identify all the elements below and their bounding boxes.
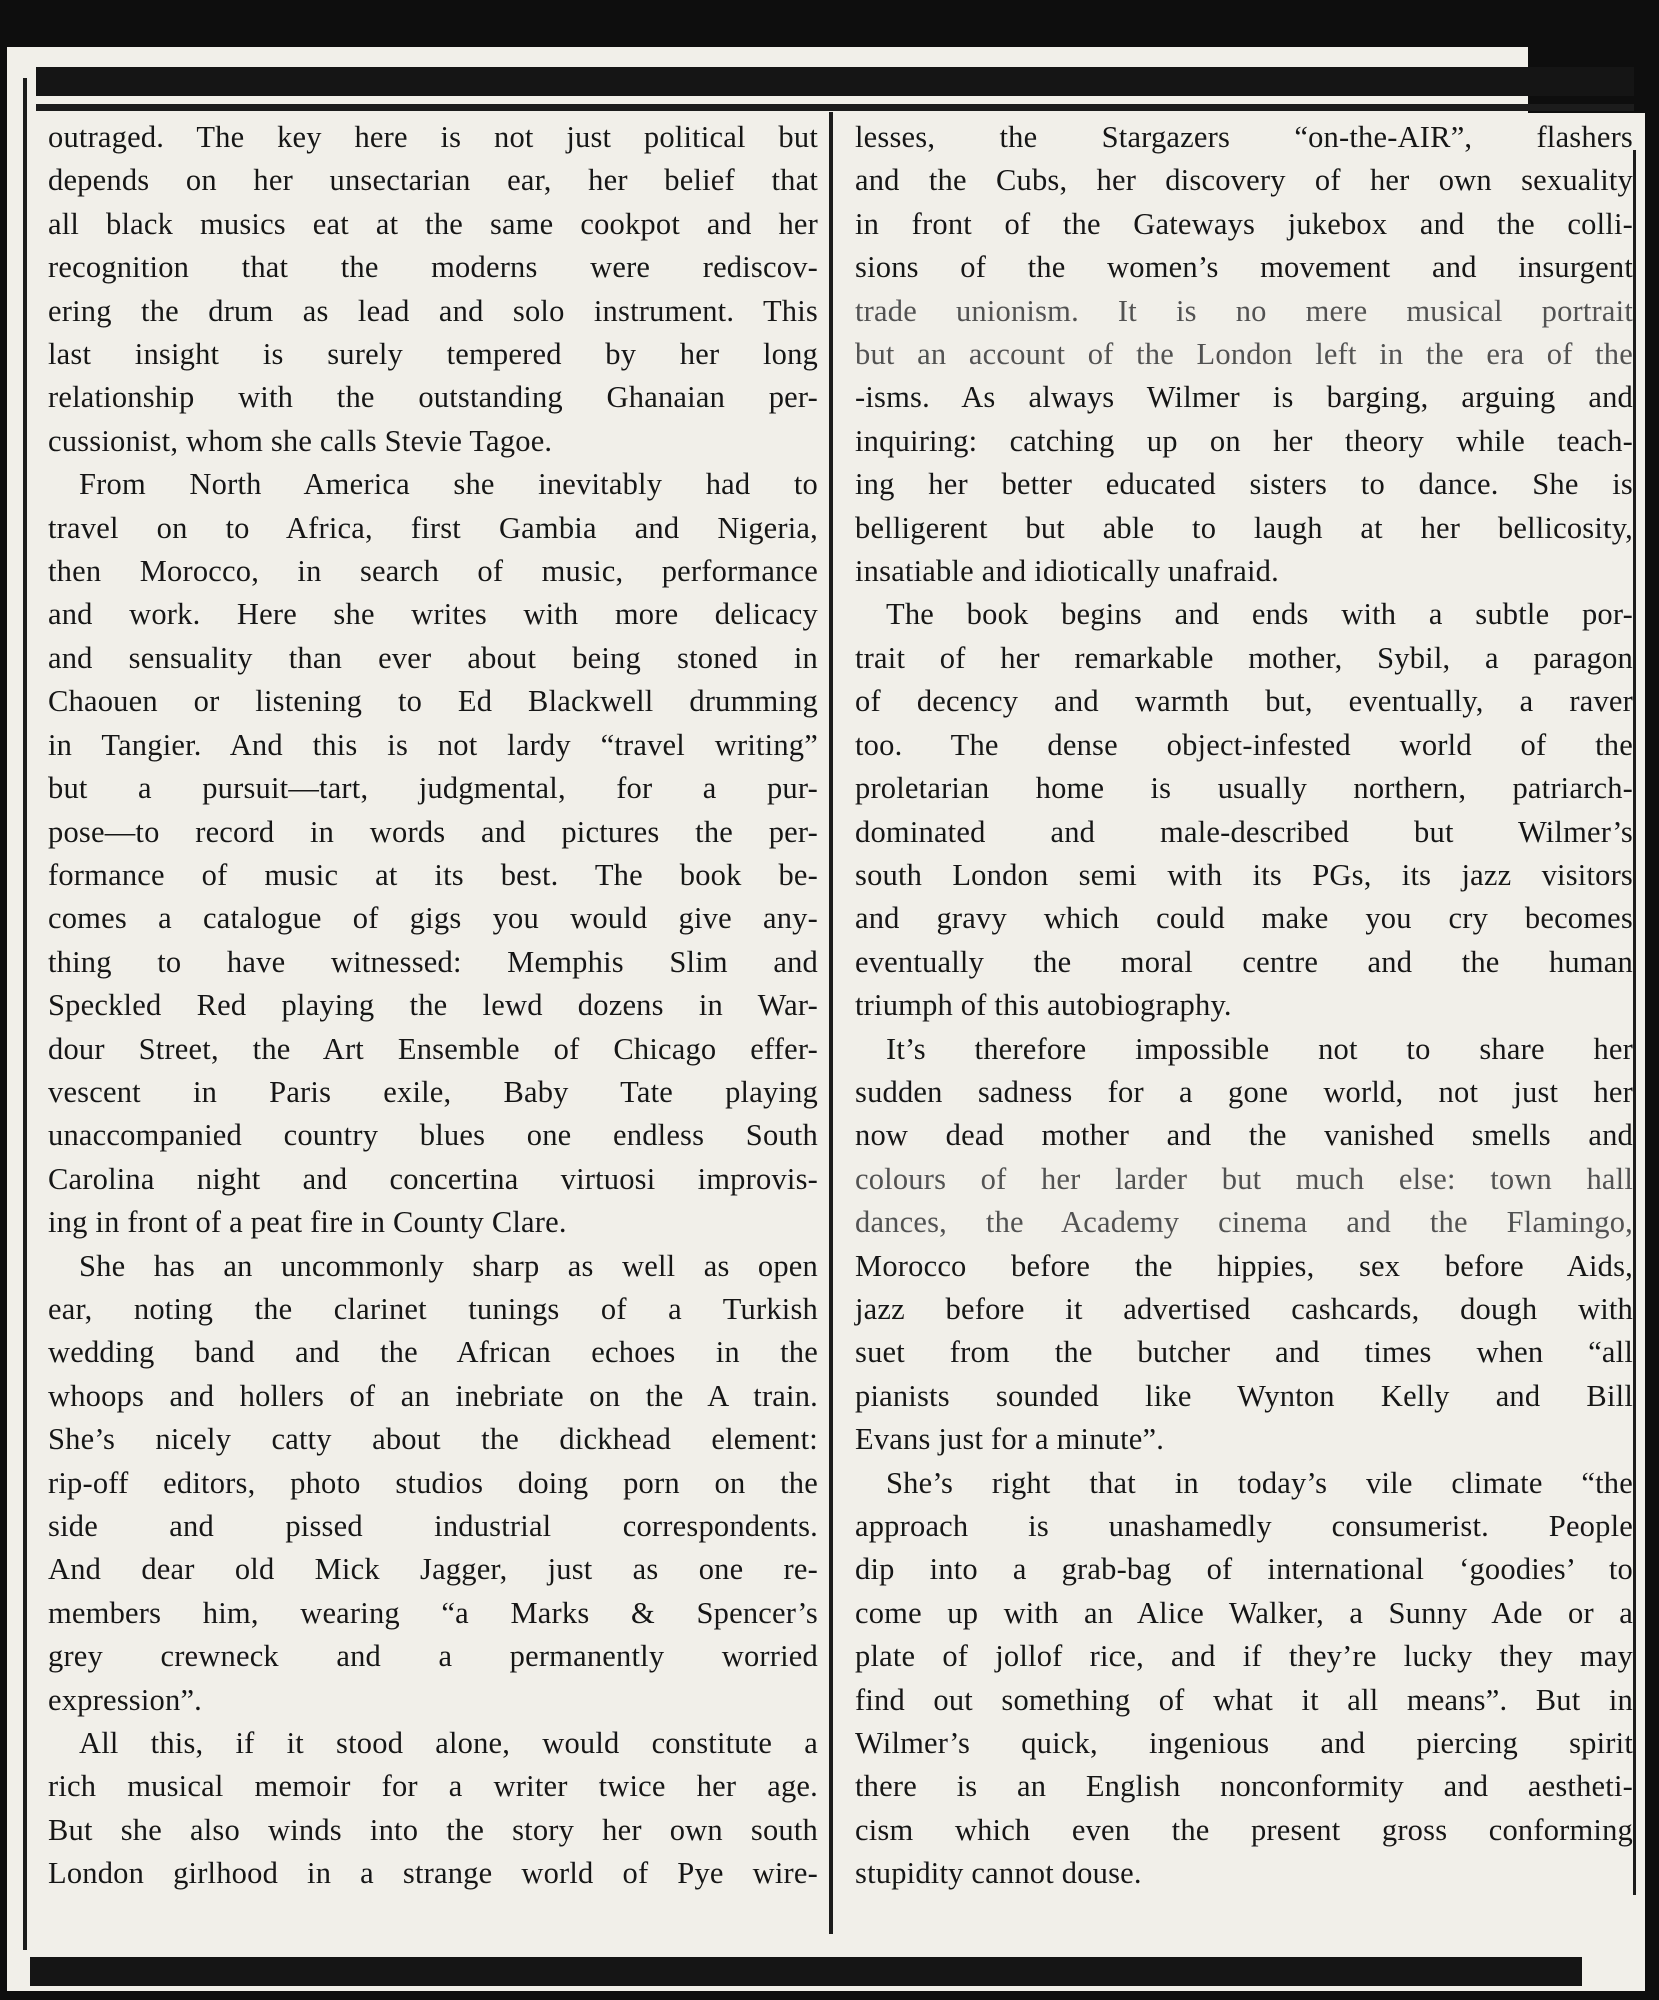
text-line: She has an uncommonly sharp as well as open	[79, 1248, 818, 1283]
text-line: plate of jollof rice, and if they’re lucky they may	[855, 1639, 1633, 1674]
text-line: too. The dense object-infested world of the	[855, 727, 1633, 762]
text-line: And dear old Mick Jagger, just as one re-	[48, 1552, 818, 1587]
text-line: All this, if it stood alone, would constitute a	[79, 1726, 818, 1761]
text-line: dour Street, the Art Ensemble of Chicago effer-	[48, 1031, 818, 1066]
text-line: It’s therefore impossible not to share her	[886, 1031, 1633, 1066]
text-line: all black musics eat at the same cookpot and her	[48, 206, 818, 241]
text-line: wedding band and the African echoes in the	[48, 1335, 818, 1370]
text-line: expression”.	[48, 1682, 203, 1717]
text-line: find out something of what it all means”. But in	[855, 1682, 1633, 1717]
text-line: last insight is surely tempered by her long	[48, 337, 818, 372]
text-line: ear, noting the clarinet tunings of a Turkish	[48, 1291, 818, 1326]
text-line: then Morocco, in search of music, performance	[48, 554, 818, 589]
top-right-scan-block	[1528, 0, 1659, 113]
text-line: and work. Here she writes with more delicacy	[48, 597, 818, 632]
text-line: rip-off editors, photo studios doing porn on the	[48, 1465, 818, 1500]
text-line: Morocco before the hippies, sex before Aids,	[855, 1248, 1633, 1283]
text-line: sudden sadness for a gone world, not just her	[855, 1074, 1633, 1109]
text-line: Carolina night and concertina virtuosi improvis-	[48, 1161, 818, 1196]
text-line: inquiring: catching up on her theory while teach-	[855, 423, 1633, 458]
text-line: unaccompanied country blues one endless South	[48, 1118, 818, 1153]
text-line: colours of her larder but much else: town hall	[855, 1161, 1633, 1196]
text-line: outraged. The key here is not just political but	[48, 120, 818, 154]
article-column-right	[855, 116, 1633, 1896]
text-line: but a pursuit—tart, judgmental, for a pur-	[48, 771, 818, 806]
header-thin-rule	[36, 104, 1634, 111]
text-line: jazz before it advertised cashcards, dough with	[855, 1291, 1633, 1326]
top-scan-band	[0, 0, 1659, 47]
text-line: ering the drum as lead and solo instrument. This	[48, 293, 818, 328]
text-line: London girlhood in a strange world of Pye wire-	[48, 1856, 818, 1891]
text-line: She’s right that in today’s vile climate “the	[886, 1465, 1633, 1500]
text-line: rich musical memoir for a writer twice her age.	[48, 1769, 818, 1804]
text-line: come up with an Alice Walker, a Sunny Ade or a	[855, 1595, 1633, 1630]
text-line: The book begins and ends with a subtle por-	[886, 597, 1633, 632]
text-line: But she also winds into the story her own south	[48, 1812, 818, 1847]
text-line: belligerent but able to laugh at her bellicosity,	[855, 510, 1633, 545]
text-line: suet from the butcher and times when “all	[855, 1335, 1633, 1370]
text-line: Evans just for a minute”.	[855, 1422, 1165, 1457]
text-line: in front of the Gateways jukebox and the colli-	[855, 206, 1633, 241]
text-line: Speckled Red playing the lewd dozens in War-	[48, 988, 818, 1023]
text-line: cussionist, whom she calls Stevie Tagoe.	[48, 423, 553, 458]
left-margin-rule	[23, 78, 27, 1950]
text-line: dip into a grab-bag of international ‘goodies’ to	[855, 1552, 1633, 1587]
text-line: Wilmer’s quick, ingenious and piercing spirit	[855, 1726, 1633, 1761]
text-line: relationship with the outstanding Ghanaian per-	[48, 380, 818, 415]
text-line: insatiable and idiotically unafraid.	[855, 554, 1279, 589]
text-line: side and pissed industrial correspondents.	[48, 1509, 818, 1543]
text-line: dominated and male-described but Wilmer’s	[855, 814, 1633, 849]
text-line: depends on her unsectarian ear, her belief that	[48, 163, 818, 198]
text-line: pose—to record in words and pictures the per-	[48, 814, 818, 849]
text-line: sions of the women’s movement and insurgent	[855, 250, 1633, 285]
text-line: dances, the Academy cinema and the Flamingo,	[855, 1205, 1633, 1240]
text-line: comes a catalogue of gigs you would give any-	[48, 901, 818, 936]
text-line: travel on to Africa, first Gambia and Nigeria,	[48, 510, 818, 545]
text-line: approach is unashamedly consumerist. People	[855, 1509, 1633, 1543]
text-line: formance of music at its best. The book be-	[48, 857, 818, 892]
text-line: and sensuality than ever about being stoned in	[48, 640, 818, 675]
bottom-scan-strip	[0, 1991, 1659, 2000]
text-line: there is an English nonconformity and aestheti-	[855, 1769, 1633, 1804]
text-line: eventually the moral centre and the human	[855, 944, 1633, 979]
article-column-left	[48, 116, 818, 1896]
text-line: trade unionism. It is no mere musical portrait	[855, 293, 1633, 328]
header-thick-bar	[36, 67, 1634, 96]
text-line: grey crewneck and a permanently worried	[48, 1639, 818, 1674]
text-line: of decency and warmth but, eventually, a raver	[855, 684, 1633, 719]
text-line: She’s nicely catty about the dickhead element:	[48, 1422, 818, 1457]
text-line: -isms. As always Wilmer is barging, arguing and	[855, 380, 1633, 415]
text-line: Chaouen or listening to Ed Blackwell drumming	[48, 684, 818, 719]
text-line: stupidity cannot douse.	[855, 1856, 1142, 1891]
text-line: in Tangier. And this is not lardy “travel writing”	[48, 727, 818, 762]
text-line: proletarian home is usually northern, patriarch-	[855, 771, 1633, 806]
text-line: thing to have witnessed: Memphis Slim and	[48, 944, 818, 979]
text-line: recognition that the moderns were rediscov-	[48, 250, 818, 285]
right-margin-rule	[1633, 150, 1636, 1895]
text-line: lesses, the Stargazers “on-the-AIR”, flashers	[855, 120, 1633, 154]
text-line: vescent in Paris exile, Baby Tate playing	[48, 1074, 818, 1109]
text-line: triumph of this autobiography.	[855, 988, 1232, 1023]
right-scan-strip	[1645, 0, 1659, 2000]
text-line: From North America she inevitably had to	[79, 467, 818, 502]
left-scan-strip	[0, 47, 7, 2000]
text-line: south London semi with its PGs, its jazz visitors	[855, 857, 1633, 892]
text-line: but an account of the London left in the era of the	[855, 337, 1633, 372]
text-line: members him, wearing “a Marks & Spencer’s	[48, 1595, 818, 1630]
text-line: now dead mother and the vanished smells and	[855, 1118, 1633, 1153]
text-line: cism which even the present gross conforming	[855, 1812, 1633, 1847]
text-line: ing in front of a peat fire in County Clare.	[48, 1205, 567, 1240]
text-line: ing her better educated sisters to dance. She is	[855, 467, 1633, 502]
text-line: whoops and hollers of an inebriate on the A train.	[48, 1378, 818, 1413]
footer-thick-bar	[30, 1957, 1582, 1986]
column-divider-rule	[829, 112, 833, 1934]
text-line: and the Cubs, her discovery of her own sexuality	[855, 163, 1633, 198]
text-line: and gravy which could make you cry becomes	[855, 901, 1633, 936]
text-line: pianists sounded like Wynton Kelly and Bill	[855, 1378, 1633, 1413]
text-line: trait of her remarkable mother, Sybil, a paragon	[855, 640, 1633, 675]
